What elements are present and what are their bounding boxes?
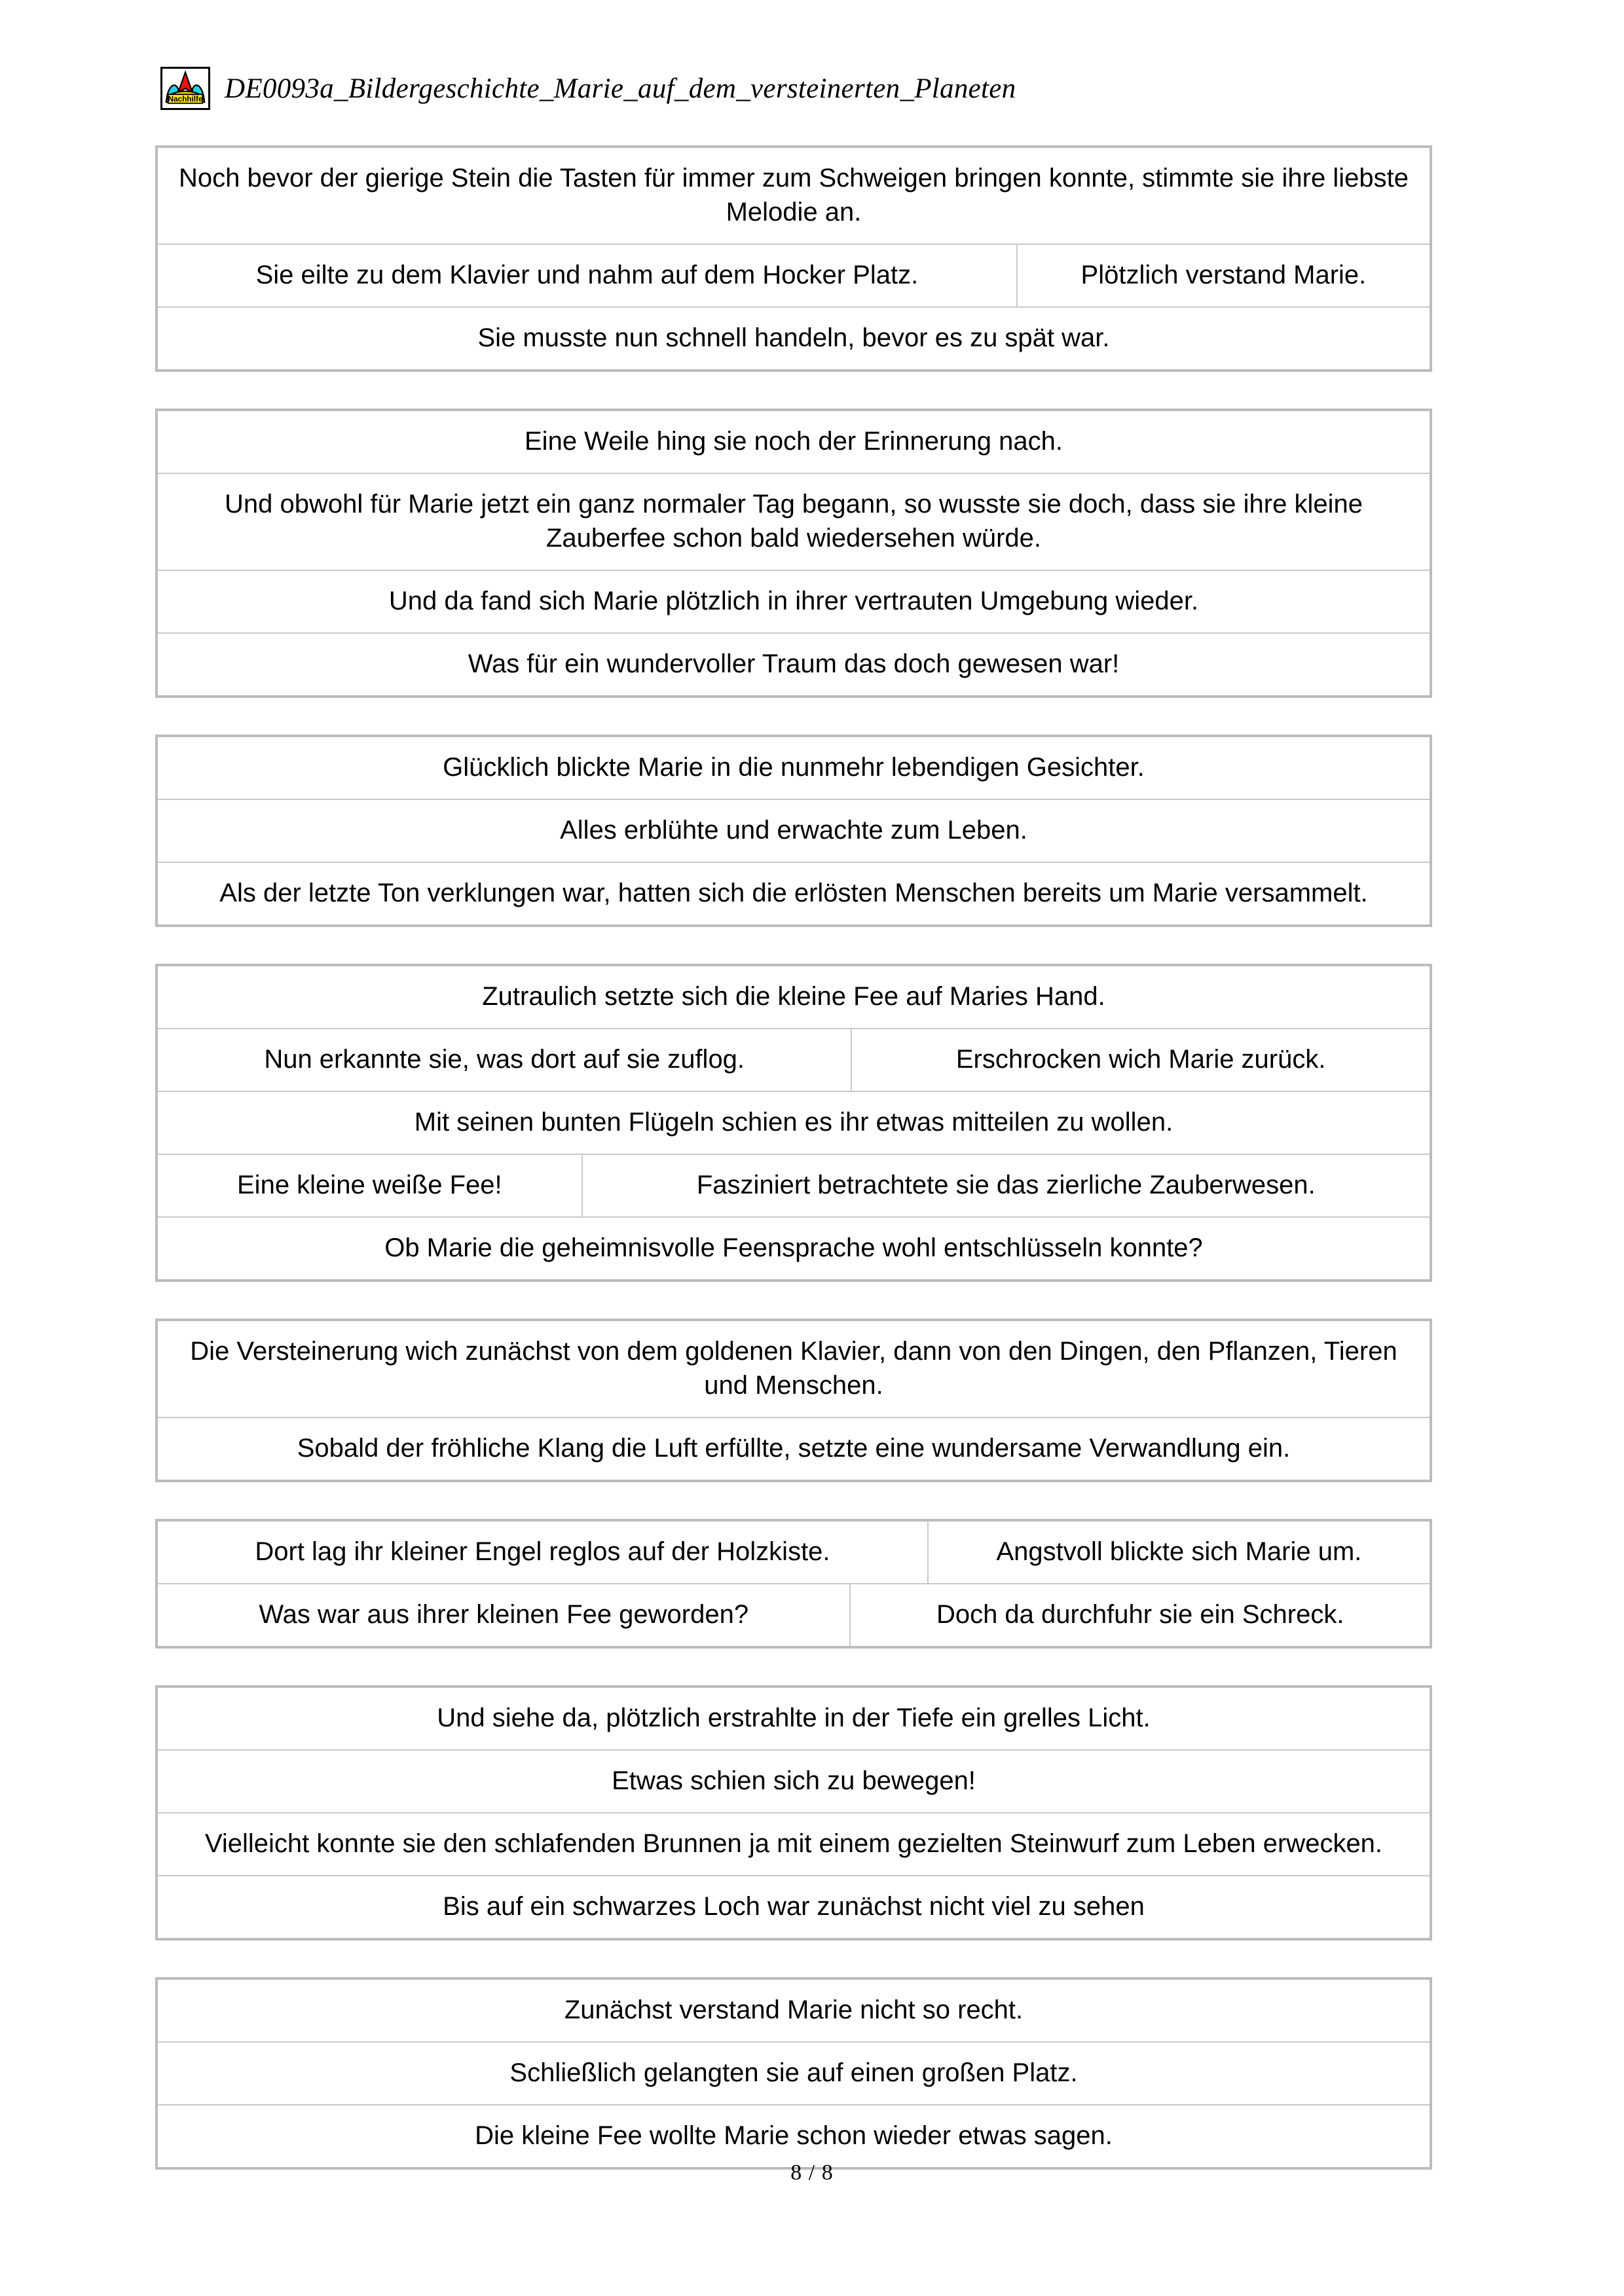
sentence-cell[interactable]: [158, 474, 1430, 570]
sentence-block: [155, 964, 1432, 1282]
sentence-cell[interactable]: [158, 1218, 1430, 1279]
sentence-cell[interactable]: [158, 1522, 927, 1583]
sentence-cell[interactable]: [158, 1418, 1430, 1480]
sentence-cell[interactable]: [158, 634, 1430, 695]
sentence-row: [158, 1749, 1430, 1812]
sentence-block: [155, 735, 1432, 927]
sentence-text: Zunächst verstand Marie nicht so recht.: [564, 1995, 1024, 2024]
sentence-row: [158, 632, 1430, 695]
sentence-cell[interactable]: [158, 1751, 1430, 1812]
sentence-row: [158, 1688, 1430, 1749]
sentence-text: Und obwohl für Marie jetzt ein ganz normaler Tag begann, so wusste sie doch, dass sie ihre kleine Zauberfee schon bald wiedersehen würde.: [225, 490, 1363, 553]
sentence-text: Ob Marie die geheimnisvolle Feensprache wohl entschlüsseln konnte?: [384, 1233, 1203, 1262]
sentence-row: [158, 1154, 1430, 1216]
sentence-text: Glücklich blickte Marie in die nunmehr lebendigen Gesichter.: [443, 753, 1145, 782]
sentence-text: Was für ein wundervoller Traum das doch gewesen war!: [468, 649, 1120, 678]
sentence-text: Noch bevor der gierige Stein die Tasten für immer zum Schweigen bringen konnte, stimmte sie ihre liebste Melodie an.: [179, 164, 1409, 227]
sentence-text: Die kleine Fee wollte Marie schon wieder etwas sagen.: [475, 2121, 1113, 2150]
sentence-text: Angstvoll blickte sich Marie um.: [996, 1537, 1362, 1566]
sentence-text: Die Versteinerung wich zunächst von dem goldenen Klavier, dann von den Dingen, den Pflanzen, Tieren und Menschen.: [190, 1337, 1397, 1400]
sentence-cell[interactable]: [581, 1155, 1430, 1216]
sentence-row: [158, 799, 1430, 862]
sentence-block: [155, 1519, 1432, 1649]
sentence-text: Und siehe da, plötzlich erstrahlte in der Tiefe ein grelles Licht.: [437, 1704, 1151, 1732]
sentence-text: Plötzlich verstand Marie.: [1080, 261, 1367, 289]
sentence-cell[interactable]: [158, 245, 1016, 306]
sentence-row: [158, 1522, 1430, 1583]
sentence-text: Dort lag ihr kleiner Engel reglos auf der Holzkiste.: [255, 1537, 830, 1566]
sentence-block: [155, 1977, 1432, 2170]
sentence-row: [158, 473, 1430, 570]
sentence-text: Alles erblühte und erwachte zum Leben.: [560, 816, 1027, 845]
sentence-row: [158, 1216, 1430, 1279]
sentence-cell[interactable]: [927, 1522, 1430, 1583]
sentence-row: [158, 1875, 1430, 1938]
mountain-logo-icon: [160, 67, 210, 110]
sentence-text: Fasziniert betrachtete sie das zierliche Zauberwesen.: [696, 1171, 1316, 1199]
sentence-cell[interactable]: [158, 1092, 1430, 1154]
sentence-text: Etwas schien sich zu bewegen!: [612, 1766, 976, 1795]
sentence-text: Als der letzte Ton verklungen war, hatten sich die erlösten Menschen bereits um Marie versammelt.: [219, 879, 1368, 907]
sentence-text: Schließlich gelangten sie auf einen großen Platz.: [509, 2058, 1078, 2087]
sentence-row: [158, 1417, 1430, 1480]
sentence-text: Erschrocken wich Marie zurück.: [955, 1045, 1326, 1074]
sentence-text: Sobald der fröhliche Klang die Luft erfüllte, setzte eine wundersame Verwandlung ein.: [297, 1434, 1291, 1463]
sentence-cell[interactable]: [158, 2043, 1430, 2104]
sentence-cell[interactable]: [158, 1813, 1430, 1875]
sentence-cell[interactable]: [158, 1029, 851, 1091]
sentence-row: [158, 570, 1430, 632]
sentence-cell[interactable]: [158, 1980, 1430, 2041]
sentence-block: [155, 1319, 1432, 1482]
sentence-cell[interactable]: [158, 571, 1430, 632]
sentence-row: [158, 2104, 1430, 2167]
sentence-block: [155, 145, 1432, 372]
sentence-cell[interactable]: [158, 737, 1430, 799]
sentence-text: Nun erkannte sie, was dort auf sie zuflog.: [264, 1045, 745, 1074]
sentence-cell[interactable]: [158, 1584, 849, 1646]
sentence-row: [158, 1321, 1430, 1417]
sentence-row: [158, 862, 1430, 924]
sentence-text: Vielleicht konnte sie den schlafenden Brunnen ja mit einem gezielten Steinwurf zum Leben erwecken.: [204, 1829, 1383, 1858]
sentence-row: [158, 1980, 1430, 2041]
sentence-text: Zutraulich setzte sich die kleine Fee auf Maries Hand.: [482, 982, 1105, 1011]
sentence-cell[interactable]: [158, 411, 1430, 473]
sentence-text: Was war aus ihrer kleinen Fee geworden?: [259, 1600, 749, 1629]
sentence-row: [158, 244, 1430, 306]
sentence-row: [158, 1091, 1430, 1154]
sentence-row: [158, 1583, 1430, 1646]
sentence-row: [158, 1812, 1430, 1875]
svg-text:Nachhilfe: Nachhilfe: [168, 94, 203, 103]
sentence-cell[interactable]: [158, 863, 1430, 924]
sentence-text: Sie musste nun schnell handeln, bevor es zu spät war.: [477, 323, 1110, 352]
sentence-cell[interactable]: [851, 1029, 1430, 1091]
sentence-cell[interactable]: [158, 1876, 1430, 1938]
sentence-row: [158, 1028, 1430, 1091]
sentence-text: Sie eilte zu dem Klavier und nahm auf dem Hocker Platz.: [255, 261, 919, 289]
page-number: 8 / 8: [790, 2160, 834, 2185]
sentence-text: Eine Weile hing sie noch der Erinnerung nach.: [525, 427, 1063, 456]
sentence-row: [158, 148, 1430, 244]
sentence-row: [158, 2041, 1430, 2104]
document-header: [160, 62, 1016, 115]
sentence-text: Bis auf ein schwarzes Loch war zunächst nicht viel zu sehen: [443, 1892, 1145, 1921]
sentence-cell[interactable]: [158, 1688, 1430, 1749]
sentence-cell[interactable]: [158, 308, 1430, 369]
sentence-cell[interactable]: [849, 1584, 1430, 1646]
sentence-row: [158, 966, 1430, 1028]
sentence-block: [155, 1685, 1432, 1941]
sentence-row: [158, 737, 1430, 799]
sentence-block: [155, 409, 1432, 698]
document-title: DE0093a_Bildergeschichte_Marie_auf_dem_versteinerten_Planeten: [225, 73, 1016, 104]
sentence-row: [158, 411, 1430, 473]
sentence-cell[interactable]: [158, 1155, 581, 1216]
sentence-row: [158, 306, 1430, 369]
sentence-cell[interactable]: [1016, 245, 1430, 306]
sentence-cell[interactable]: [158, 966, 1430, 1028]
sentence-text: Mit seinen bunten Flügeln schien es ihr etwas mitteilen zu wollen.: [414, 1108, 1173, 1137]
sentence-text: Doch da durchfuhr sie ein Schreck.: [936, 1600, 1344, 1629]
sentence-blocks: [155, 145, 1432, 2170]
sentence-cell[interactable]: [158, 800, 1430, 862]
sentence-text: Eine kleine weiße Fee!: [237, 1171, 502, 1199]
sentence-cell[interactable]: [158, 2105, 1430, 2167]
sentence-cell[interactable]: [158, 148, 1430, 244]
sentence-text: Und da fand sich Marie plötzlich in ihrer vertrauten Umgebung wieder.: [388, 587, 1199, 615]
sentence-cell[interactable]: [158, 1321, 1430, 1417]
